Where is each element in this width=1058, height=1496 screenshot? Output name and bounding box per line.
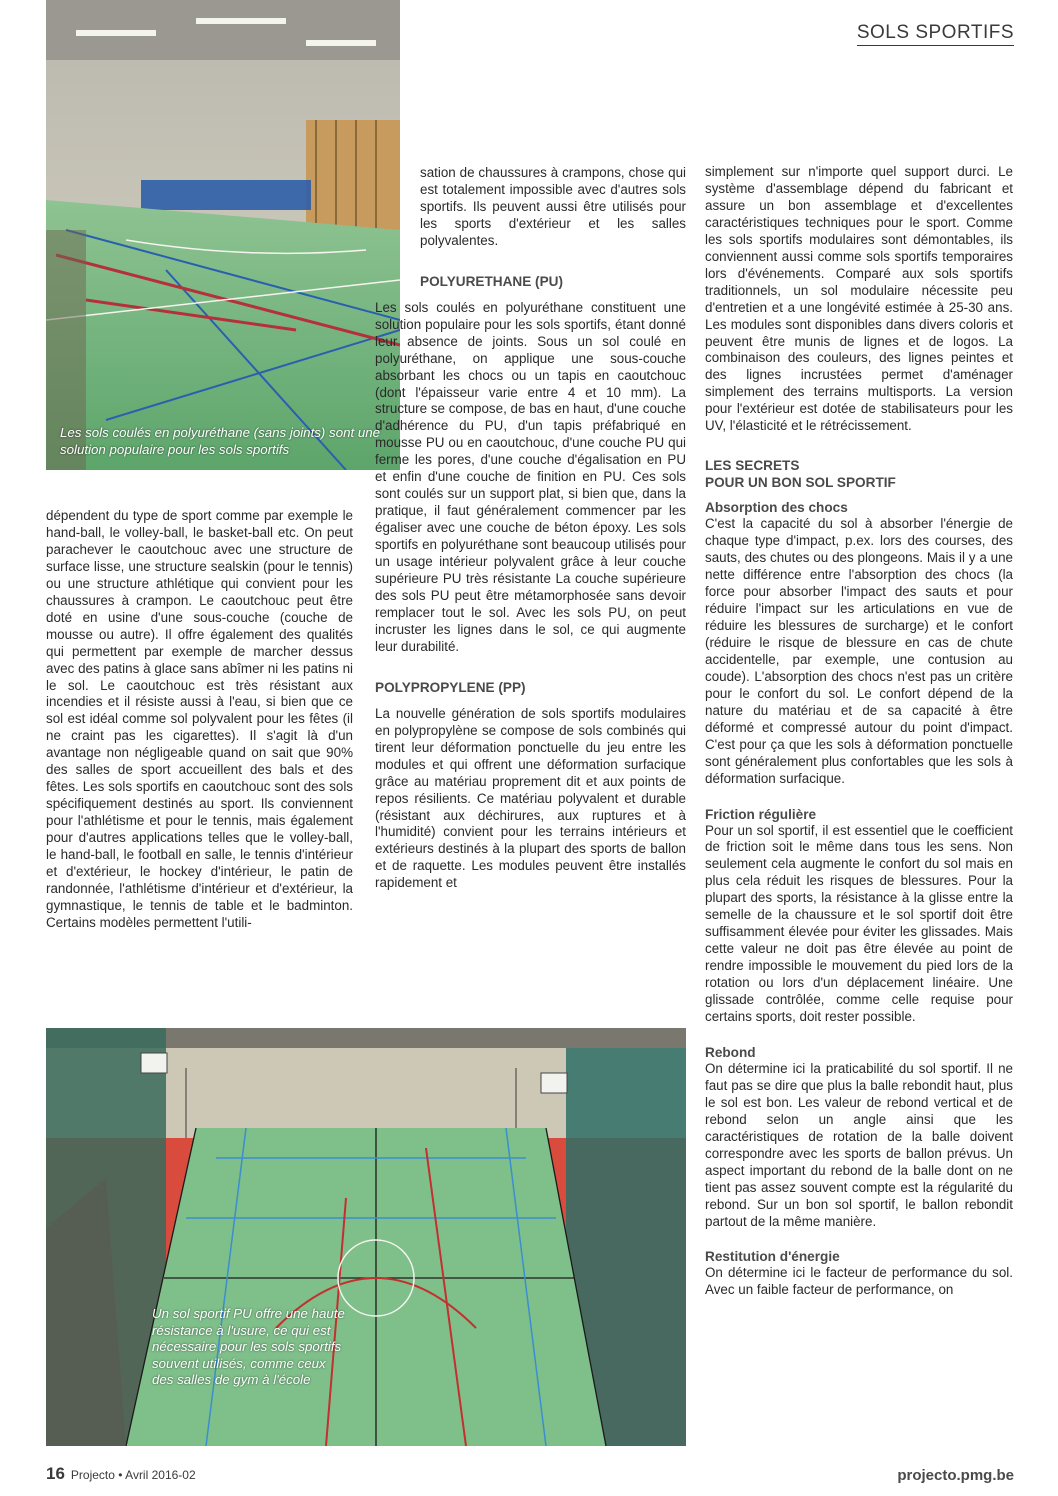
col3-paragraph-friction: Pour un sol sportif, il est essentiel que le coefficient de friction soit le même dans tous les sens. Non seulement cela augmente le confort du sol mais en plus cela réduit les risques de blessures. Pour la plupart des sports, la résistance à la glisse entre la semelle de la chaussure et le sol sportif doit être suffisamment élevée pour éviter les glissades. Mais cette valeur ne doit pas être élevée au point de rendre impossible le mouvement du pied lors de la rotation ou lors d'un déplacement linéaire. Une glissade contrôlée, comme celle requise pour certains sports, doit rester possible. (705, 822, 1013, 1024)
column-3 (705, 164, 1013, 1299)
top-photo-caption: Les sols coulés en polyuréthane (sans joints) sont une solution populaire pour les sols sportifs (60, 425, 381, 457)
heading-secrets-1: LES SECRETS (705, 458, 800, 474)
heading-restitution: Restitution d'énergie (705, 1249, 840, 1265)
heading-rebond: Rebond (705, 1044, 756, 1060)
col1-paragraph: dépendent du type de sport comme par exemple le hand-ball, le volley-ball, le basket-ball etc. On peut parachever le caoutchouc avec une structure de surface lisse, une structure sealskin (pour le tennis) ou une structure athlétique qui convient pour les chaussures à crampon. Le caoutchouc peut être doté en usine d'une sous-couche (couche de mousse ou autre). Il offre également des qualités qui permettent par exemple de marcher dessus avec des patins à glace sans abîmer ni les patins ni le sol. Le caoutchouc est très résistant aux incendies et il résiste aussi à l'eau, si bien que ce sol est idéal comme sol polyvalent pour les fêtes (il ne craint pas les cigarettes). Il s'agit là d'un avantage non négligeable quand on sait que 90% des salles de sport accueillent des bals et des fêtes. Les sols sportifs en caoutchouc sont des sols spécifiquement destinés au sport. Ils conviennent pour l'athlétisme et pour le tennis, mais également pour d'autres applications telles que le volley-ball, le hand-ball, le football en salle, le tennis d'intérieur et d'extérieur, le hockey d'intérieur, le patin de randonnée, l'athlétisme d'intérieur et d'extérieur, la gymnastique, le tennis de table et le badminton. Certains modèles permettent l'utili- (46, 508, 353, 930)
issue-label: Projecto • Avril 2016-02 (70, 1468, 196, 1482)
col2-paragraph-intro: sation de chaussures à crampons, chose qui est totalement impossible avec d'autres sols sportifs. Ils peuvent aussi être utilisés pour les sports d'extérieur et les salles polyvalentes. (420, 165, 686, 248)
col3-paragraph-absorption: C'est la capacité du sol à absorber l'énergie de chaque type d'impact, p.ex. lors des courses, des sauts, des chutes ou des plongeons. Mais il y a une nette différence entre l'absorption des chocs (la force pour absorber l'impact des sauts et pour réduire l'impact sur les articulations en vue de réduire les blessures de surcharge) et le confort (réduire le risque de blessure en cas de chute accidentelle, par exemple, une contusion au coude). L'absorption des chocs n'est pas un critère pour le confort du sol. Le confort dépend de la nature du matériau et de sa capacité à être déformé et compressé autour du point d'impact. C'est pour ça que les sols à déformation ponctuelle sont généralement plus confortables que les sols à déformation surfacique. (705, 516, 1013, 786)
top-photo (46, 0, 400, 470)
column-1 (46, 508, 353, 932)
heading-polyurethane: POLYURETHANE (PU) (420, 273, 563, 289)
col3-paragraph-rebond: On détermine ici la praticabilité du sol sportif. Il ne faut pas se dire que plus la balle rebondit haut, plus le sol est bon. Les valeur de rebond vertical et de rebond selon un angle ainsi que les caractéristiques de rotation de la balle doivent correspondre avec les sports de ballon prévus. Un aspect important du rebond de la balle dont on ne tient pas assez souvent compte est la régularité du rebond. Sur un bon sol sportif, le ballon rebondit partout de la même manière. (705, 1060, 1013, 1229)
footer-website[interactable]: projecto.pmg.be (897, 1467, 1014, 1484)
col3-paragraph-intro: simplement sur n'importe quel support durci. Le système d'assemblage dépend du fabricant et assure un bon assemblage et d'excellentes caractéristiques techniques pour le sport. Comme les sols sportifs modulaires sont démontables, ils conviennent aussi comme sols sportifs temporaires lors d'événements. Comparé aux sols sportifs traditionnels, un sol modulaire nécessite peu d'entretien et a une longévité estimée à 25-30 ans. Les modules sont disponibles dans divers coloris et peuvent être munis de lignes et de logos. La combinaison des couleurs, des lignes peintes et des lignes incrustées permet d'aménager simplement des terrains multisports. La version pour l'extérieur est dotée de stabilisateurs pour les UV, l'élasticité et le rétrécissement. (705, 164, 1013, 434)
bottom-photo-caption: Un sol sportif PU offre une haute résistance à l'usure, ce qui est nécessaire pour les sols sportifs souvent utilisés, comme ceux des salles de gym à l'école (152, 1306, 345, 1387)
heading-secrets-2: POUR UN BON SOL SPORTIF (705, 475, 896, 491)
heading-polypropylene: POLYPROPYLENE (PP) (375, 679, 526, 695)
col2-paragraph-pp: La nouvelle génération de sols sportifs modulaires en polypropylène se compose de sols combinés qui tirent leur déformation ponctuelle du jeu entre les modules et qui offrent une déformation surfacique grâce au matériau proprement dit et aux points de repos résilients. Ce matériau polyvalent et durable (résistant aux déchirures, aux ruptures et à l'humidité) convient pour les terrains intérieurs et extérieurs destinés à la plupart des sports de ballon et de raquette. Les modules peuvent être installés rapidement et (375, 705, 686, 891)
page-number: 16 (46, 1464, 65, 1483)
footer-issue (46, 1464, 196, 1484)
col2-paragraph-pu: Les sols coulés en polyuréthane constituent une solution populaire pour les sols sportifs, étant donné leur absence de joints. Sous un sol coulé en polyuréthane, on applique une sous-couche absorbant les chocs ou un tapis en caoutchouc (dont l'épaisseur varie entre 4 et 10 mm). La structure se compose, de bas en haut, d'une couche d'adhérence du PU, d'un tapis préfabriqué en mousse PU ou en caoutchouc, d'une couche PU qui ferme les pores, d'une couche d'égalisation en PU et enfin d'une couche de finition en PU. Ces sols sont coulés sur un support plat, si bien que, dans la pratique, il faut généralement commencer par les égaliser avec une couche de béton époxy. Les sols sportifs en polyuréthane sont beaucoup utilisés pour un usage intérieur polyvalent grâce à leur couche supérieure PU très résistante La couche supérieure des sols PU peut être métamorphosée sans devoir remplacer tout le sol. Avec les sols PU, on peut incruster les lignes dans le sol, ce qui augmente leur durabilité. (375, 299, 686, 654)
heading-friction: Friction régulière (705, 806, 817, 822)
section-title: SOLS SPORTIFS (857, 22, 1014, 46)
col3-paragraph-restitution: On détermine ici le facteur de performance du sol. Avec un faible facteur de performance, on (705, 1265, 1013, 1298)
bottom-photo (46, 1028, 686, 1446)
heading-absorption: Absorption des chocs (705, 500, 848, 516)
column-2 (375, 165, 686, 892)
